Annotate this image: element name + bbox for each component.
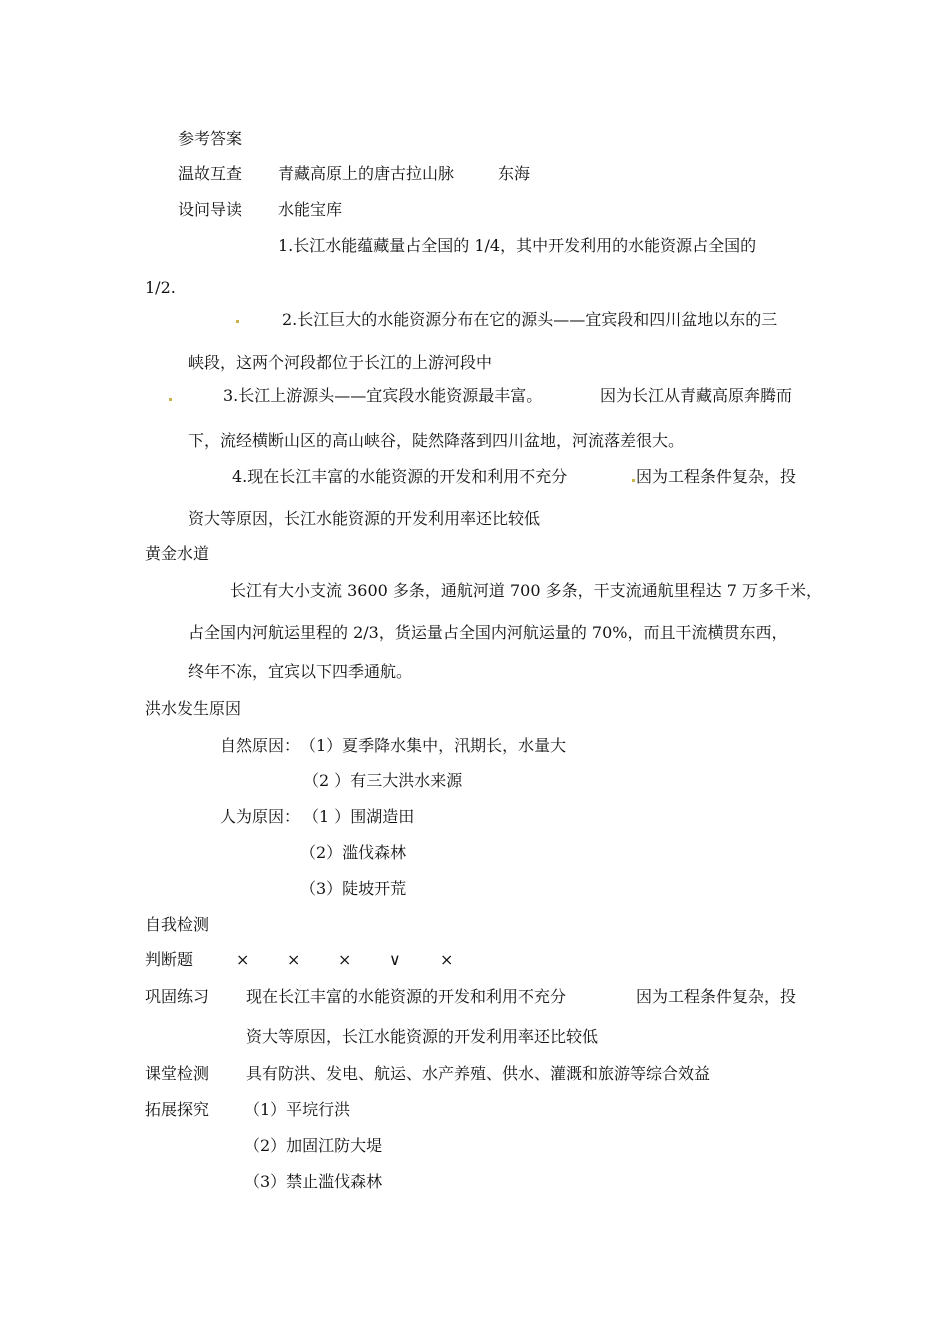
hydro-point-4-line-2: 资大等原因，长江水能资源的开发利用率还比较低 <box>188 509 541 528</box>
judge-mark-3: × <box>338 950 352 969</box>
consolidate-label: 巩固练习 <box>145 987 210 1006</box>
natural-cause-1: （1）夏季降水集中，汛期长，水量大 <box>300 736 567 755</box>
extend-item-3: （3）禁止滥伐森林 <box>244 1172 383 1191</box>
hydro-point-2-line-2: 峡段，这两个河段都位于长江的上游河段中 <box>188 353 493 372</box>
hydro-point-1-line-2: 1/2. <box>145 278 176 297</box>
judge-mark-1: × <box>236 950 250 969</box>
consolidate-line-1b: 因为工程条件复杂，投 <box>636 987 797 1006</box>
judge-mark-4: ∨ <box>389 950 401 969</box>
hydro-point-1-line-1: 1.长江水能蕴藏量占全国的 1/4，其中开发利用的水能资源占全国的 <box>278 236 757 255</box>
flood-causes-heading: 洪水发生原因 <box>145 699 242 718</box>
human-cause-2: （2）滥伐森林 <box>300 843 407 862</box>
guided-reading-topic: 水能宝库 <box>278 200 343 219</box>
speck-mark <box>169 398 172 401</box>
extend-item-2: （2）加固江防大堤 <box>244 1136 383 1155</box>
natural-cause-2: （2 ）有三大洪水来源 <box>303 771 463 790</box>
golden-waterway-line-3: 终年不冻，宜宾以下四季通航。 <box>188 662 413 681</box>
review-answer-1: 青藏高原上的唐古拉山脉 <box>278 164 455 183</box>
natural-causes-label: 自然原因： <box>220 736 301 755</box>
human-cause-1: （1 ）围湖造田 <box>303 807 415 826</box>
speck-mark <box>236 320 239 323</box>
hydro-point-3-line-1a: 3.长江上游源头——宜宾段水能资源最丰富。 <box>223 386 543 405</box>
judge-mark-2: × <box>287 950 301 969</box>
consolidate-line-2: 资大等原因，长江水能资源的开发利用率还比较低 <box>246 1027 599 1046</box>
hydro-point-3-line-2: 下，流经横断山区的高山峡谷，陡然降落到四川盆地，河流落差很大。 <box>188 431 685 450</box>
extend-label: 拓展探究 <box>145 1100 210 1119</box>
golden-waterway-line-1: 长江有大小支流 3600 多条，通航河道 700 多条，干支流通航里程达 7 万多千米， <box>230 581 822 600</box>
hydro-point-2-line-1: 2.长江巨大的水能资源分布在它的源头——宜宾段和四川盆地以东的三 <box>282 310 778 329</box>
hydro-point-4-line-1b: 因为工程条件复杂，投 <box>636 467 797 486</box>
review-answer-2: 东海 <box>498 164 531 183</box>
hydro-point-3-line-1b: 因为长江从青藏高原奔腾而 <box>600 386 793 405</box>
hydro-point-4-line-1a: 4.现在长江丰富的水能资源的开发和利用不充分 <box>232 467 568 486</box>
review-label: 温故互查 <box>178 164 243 183</box>
class-test-label: 课堂检测 <box>145 1064 210 1083</box>
speck-mark <box>632 479 635 482</box>
golden-waterway-line-2: 占全国内河航运里程的 2/3，货运量占全国内河航运量的 70%，而且干流横贯东西， <box>188 623 788 642</box>
guided-reading-label: 设问导读 <box>178 200 243 219</box>
judge-mark-5: × <box>440 950 454 969</box>
extend-item-1: （1）平垸行洪 <box>244 1100 351 1119</box>
human-causes-label: 人为原因： <box>220 807 301 826</box>
answers-heading: 参考答案 <box>178 129 243 148</box>
judge-label: 判断题 <box>145 950 194 969</box>
human-cause-3: （3）陡坡开荒 <box>300 879 407 898</box>
self-test-heading: 自我检测 <box>145 915 210 934</box>
consolidate-line-1a: 现在长江丰富的水能资源的开发和利用不充分 <box>246 987 567 1006</box>
class-test-answer: 具有防洪、发电、航运、水产养殖、供水、灌溉和旅游等综合效益 <box>246 1064 711 1083</box>
golden-waterway-heading: 黄金水道 <box>145 544 210 563</box>
